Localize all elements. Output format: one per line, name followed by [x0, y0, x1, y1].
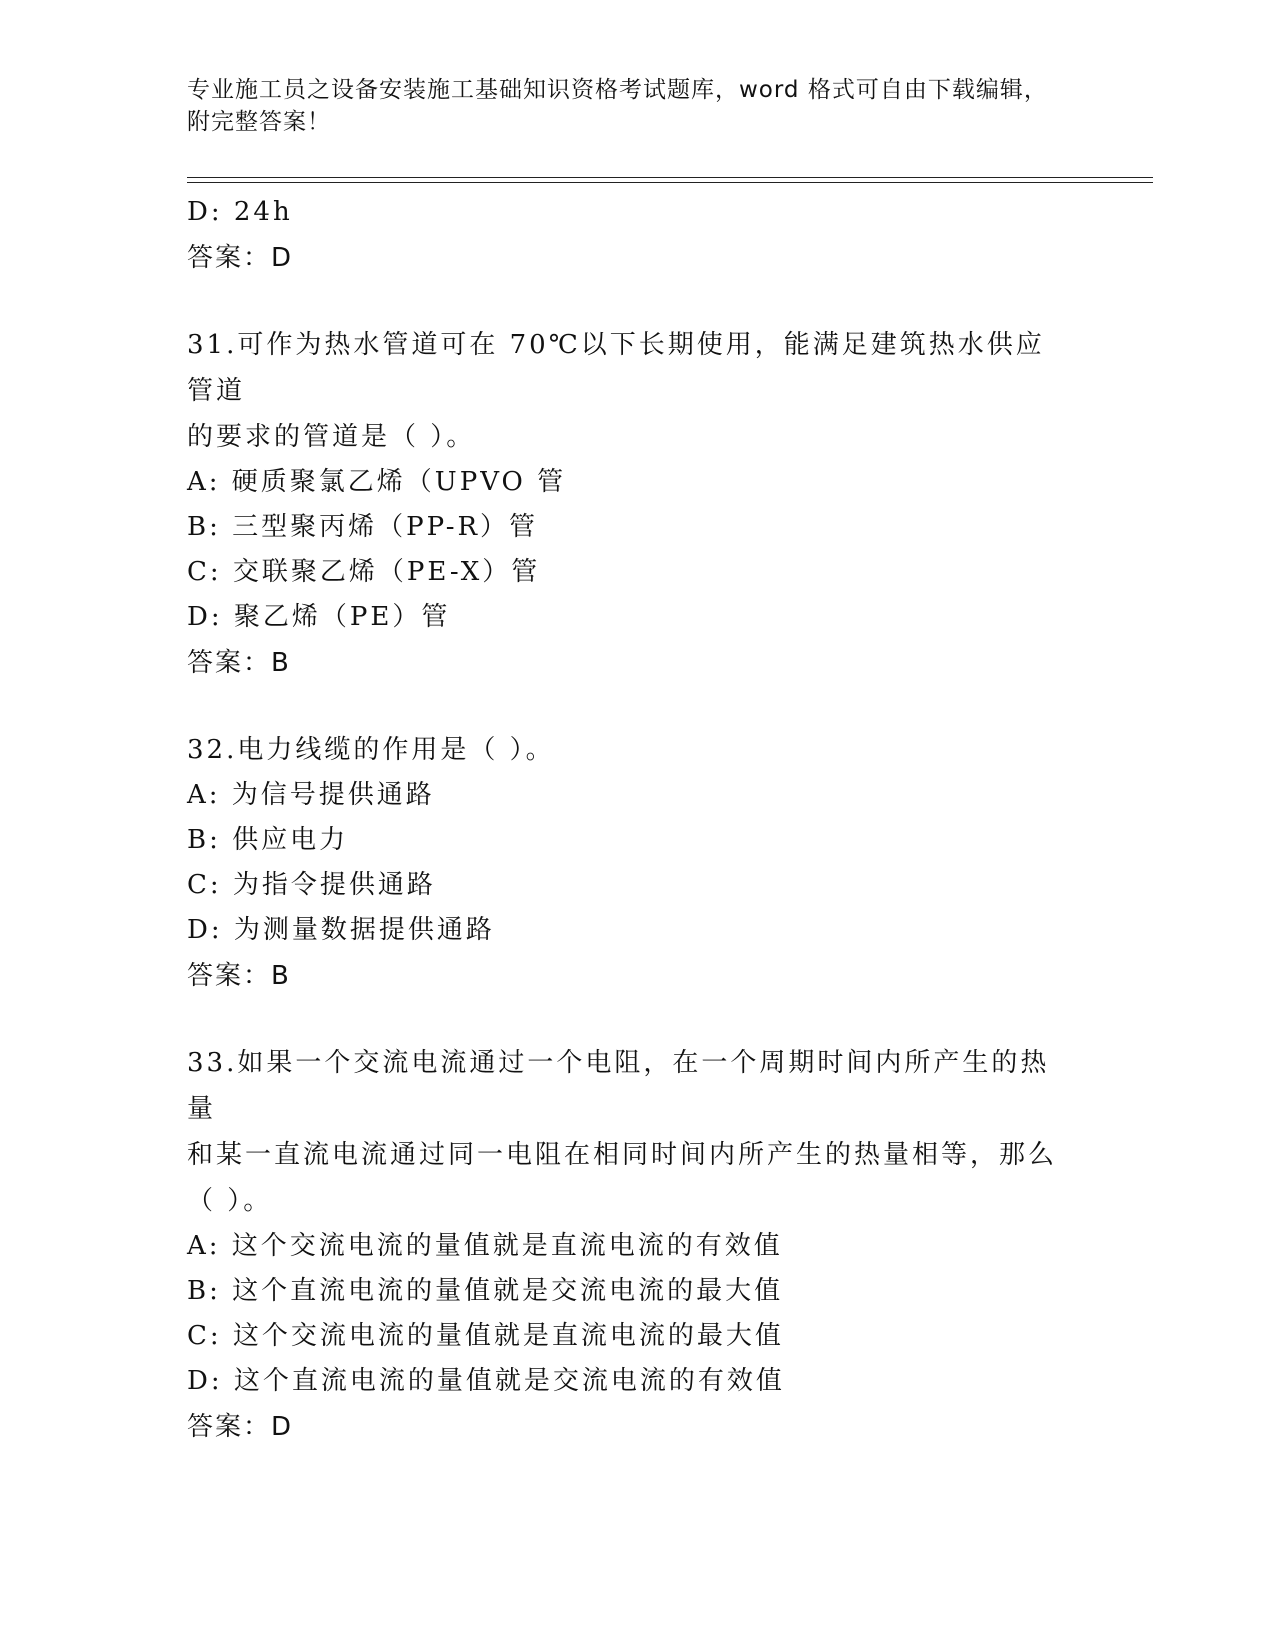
question-answer: 答案：B	[187, 961, 291, 991]
header-line-1: 专业施工员之设备安装施工基础知识资格考试题库，word 格式可自由下载编辑，	[187, 77, 1048, 103]
option-d: D: 聚乙烯（PE）管	[187, 602, 451, 632]
option-a: A: 为信号提供通路	[187, 780, 435, 810]
question-text-line: 32.电力线缆的作用是（ ）。	[187, 735, 555, 765]
question-32	[187, 727, 1087, 999]
option-a: A: 这个交流电流的量值就是直流电流的有效值	[187, 1231, 783, 1261]
option-a: A: 硬质聚氯乙烯（UPVO 管	[187, 467, 567, 497]
option-b: B: 供应电力	[187, 825, 349, 855]
question-text-line: 的要求的管道是（ ）。	[187, 422, 476, 452]
option-b: B: 三型聚丙烯（PP-R）管	[187, 512, 539, 542]
page-header	[187, 74, 1087, 138]
option-b: B: 这个直流电流的量值就是交流电流的最大值	[187, 1276, 784, 1306]
question-text-line: 31.可作为热水管道可在 70℃以下长期使用，能满足建筑热水供应管道	[187, 330, 1045, 406]
question-text-line: 和某一直流电流通过同一电阻在相同时间内所产生的热量相等，那么	[187, 1140, 1058, 1170]
option-c: C: 为指令提供通路	[187, 870, 436, 900]
option-c: C: 交联聚乙烯（PE-X）管	[187, 557, 541, 587]
page-content	[187, 190, 1087, 1450]
question-text-line: 33.如果一个交流电流通过一个电阻，在一个周期时间内所产生的热量	[187, 1048, 1050, 1124]
option-d: D: 这个直流电流的量值就是交流电流的有效值	[187, 1366, 785, 1396]
option-d: D: 为测量数据提供通路	[187, 915, 495, 945]
header-line-2: 附完整答案！	[187, 109, 331, 135]
header-rule-bottom	[187, 182, 1153, 183]
question-answer: 答案：B	[187, 648, 291, 678]
prev-option-d: D: 24h	[187, 197, 293, 227]
question-33	[187, 1040, 1087, 1450]
question-text-line: （ ）。	[187, 1186, 273, 1216]
option-c: C: 这个交流电流的量值就是直流电流的最大值	[187, 1321, 784, 1351]
header-rule-top	[187, 177, 1153, 178]
prev-answer: 答案：D	[187, 243, 294, 273]
question-31	[187, 322, 1087, 686]
question-answer: 答案：D	[187, 1412, 294, 1442]
